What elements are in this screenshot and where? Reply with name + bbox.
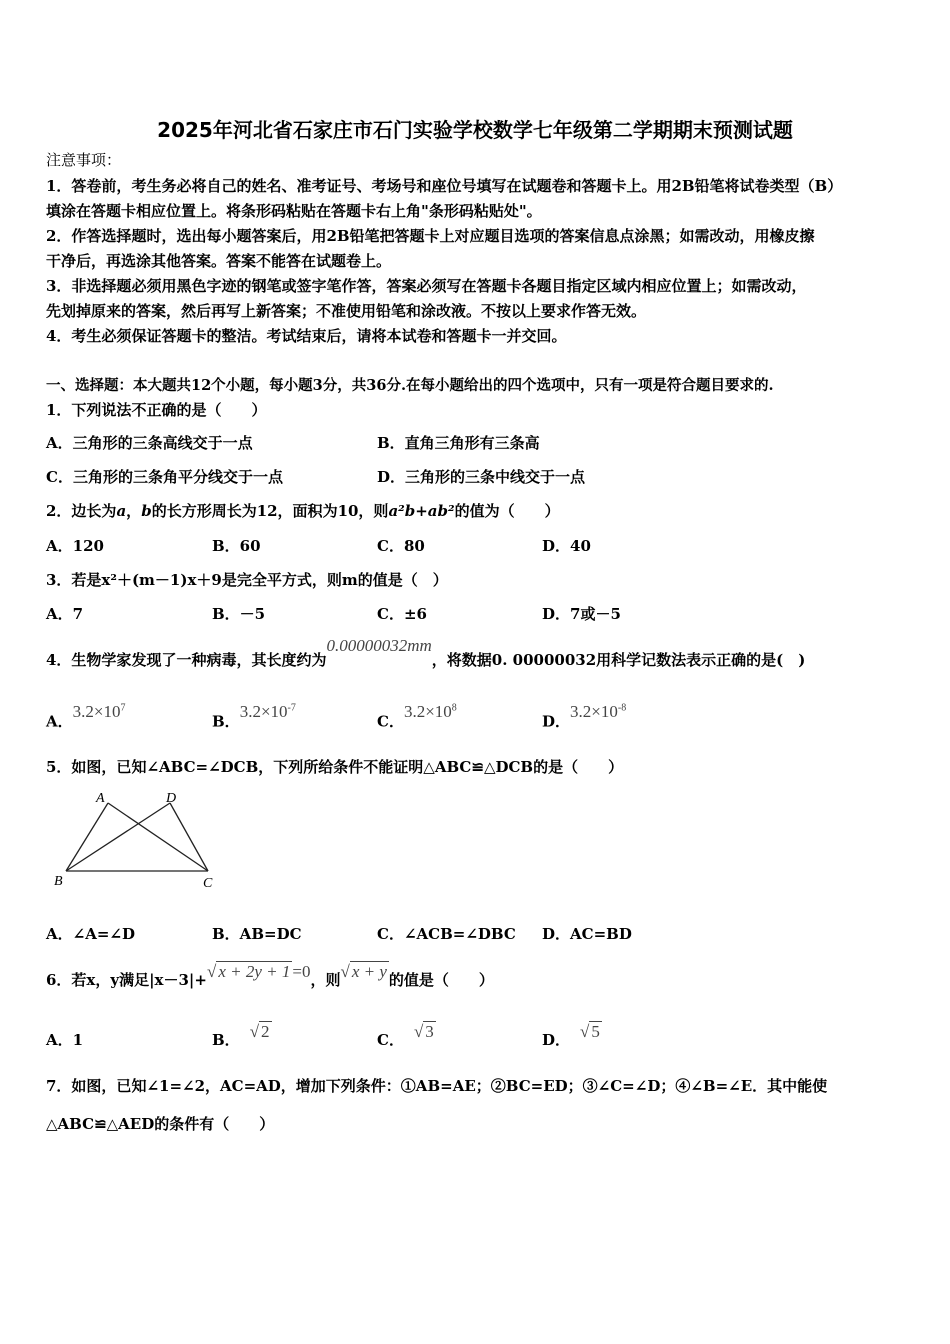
q4-stem xyxy=(46,636,806,670)
q5-triangle-figure xyxy=(50,785,230,895)
q6-option-a xyxy=(46,1030,83,1050)
point-b-label: B xyxy=(54,874,63,889)
option-exponent: 7 xyxy=(120,702,126,713)
option-label: C． xyxy=(377,1031,404,1049)
option-label: B． xyxy=(212,1031,240,1049)
q7-stem-line1: 7．如图，已知∠1=∠2，AC=AD，增加下列条件：①AB=AE；②BC=ED；③∠C=∠D；④∠B=∠E．其中能使 xyxy=(46,1077,828,1095)
q4-option-a xyxy=(46,701,126,732)
q2-expression: a²b+ab² xyxy=(388,502,455,520)
option-label: C． xyxy=(377,712,404,731)
q5-option-a: A．∠A=∠D xyxy=(46,925,135,943)
q1-option-a: A．三角形的三条高线交于一点 xyxy=(46,434,253,452)
q4-option-b xyxy=(212,701,296,732)
q2-option-d: D．40 xyxy=(542,537,591,555)
notice-line: 4．考生必须保证答题卡的整洁。考试结束后，请将本试卷和答题卡一并交回。 xyxy=(46,327,567,345)
q2-text: 2．边长为 xyxy=(46,502,117,520)
notice-line: 干净后，再选涂其他答案。答案不能答在试题卷上。 xyxy=(46,252,392,270)
option-exponent: 8 xyxy=(451,702,457,713)
q1-option-b: B．直角三角形有三条高 xyxy=(377,434,540,452)
var-a: a xyxy=(116,502,127,520)
option-exponent: -7 xyxy=(287,702,296,713)
notice-line: 3．非选择题必须用黑色字迹的钢笔或签字笔作答，答案必须写在答题卡各题目指定区域内相应位置上；如需改动， xyxy=(46,277,807,295)
q2-stem xyxy=(46,501,560,521)
q6-radicand: x + 2y + 1 xyxy=(218,962,291,981)
notice-heading: 注意事项： xyxy=(46,151,122,169)
notice-line: 1．答卷前，考生务必将自己的姓名、准考证号、考场号和座位号填写在试题卷和答题卡上。用2B铅笔将试卷类型（B） xyxy=(46,177,843,195)
q6-text: ，则 xyxy=(310,971,341,989)
q2-sep: ， xyxy=(126,502,142,520)
q2-option-c: C．80 xyxy=(377,537,425,555)
option-value: 5 xyxy=(591,1022,600,1041)
var-b: b xyxy=(141,502,152,520)
option-label: D． xyxy=(542,1031,571,1049)
q4-value: 0.00000032mm xyxy=(326,636,432,655)
q3-option-a: A．7 xyxy=(46,605,84,623)
option-base: 3.2×10 xyxy=(72,701,121,721)
q6-stem: 6．若x，y满足|x－3|+√ x + 2y + 1 =0，则√ x + y 的值是（ ） xyxy=(46,962,494,989)
q5-option-d: D．AC=BD xyxy=(542,925,632,943)
q5-stem: 5．如图，已知∠ABC=∠DCB，下列所给条件不能证明△ABC≌△DCB的是（ ） xyxy=(46,758,624,776)
option-value: 3 xyxy=(425,1022,434,1041)
q4-option-d xyxy=(542,701,627,732)
q1-option-c: C．三角形的三条角平分线交于一点 xyxy=(46,468,283,486)
point-a-label: A xyxy=(96,791,105,806)
option-label: A． xyxy=(46,1031,73,1049)
q1-stem: 1．下列说法不正确的是（ ） xyxy=(46,401,267,419)
notice-line: 填涂在答题卡相应位置上。将条形码粘贴在答题卡右上角"条形码粘贴处"。 xyxy=(46,202,542,220)
q3-stem: 3．若是x²＋(m－1)x＋9是完全平方式，则m的值是（ ） xyxy=(46,571,448,589)
q6-option-c: C． √ 3 xyxy=(377,1022,434,1049)
notice-line: 先划掉原来的答案，然后再写上新答案；不准使用铅笔和涂改液。不按以上要求作答无效。 xyxy=(46,302,647,320)
q2-option-b: B．60 xyxy=(212,537,261,555)
q6-option-d: D． √ 5 xyxy=(542,1022,600,1049)
point-d-label: D xyxy=(166,791,177,806)
q2-option-a: A．120 xyxy=(46,537,104,555)
q6-option-b: B． √ 2 xyxy=(212,1022,270,1049)
q6-equals: =0 xyxy=(292,962,311,981)
q6-text: 的值是（ ） xyxy=(388,971,494,989)
q5-option-c: C．∠ACB=∠DBC xyxy=(377,925,516,943)
q3-option-d: D．7或－5 xyxy=(542,605,621,623)
q4-text: ，将数据0. 00000032用科学记数法表示正确的是( ) xyxy=(431,651,806,669)
option-base: 3.2×10 xyxy=(239,701,288,721)
option-label: B． xyxy=(212,712,240,731)
q3-option-b: B．－5 xyxy=(212,605,266,623)
q3-option-c: C．±6 xyxy=(377,605,427,623)
point-c-label: C xyxy=(203,876,213,891)
q6-radicand: x + y xyxy=(351,962,387,981)
q4-text: 4．生物学家发现了一种病毒，其长度约为 xyxy=(46,651,327,669)
page-title: 2025年河北省石家庄市石门实验学校数学七年级第二学期期末预测试题 xyxy=(157,118,793,142)
option-exponent: -8 xyxy=(617,702,627,713)
q6-text: 6．若x，y满足|x－3|+ xyxy=(46,971,207,989)
q5-option-b: B．AB=DC xyxy=(212,925,302,943)
option-base: 3.2×10 xyxy=(403,701,452,721)
option-label: A． xyxy=(46,712,73,731)
q7-stem-line2: △ABC≌△AED的条件有（ ） xyxy=(46,1115,275,1133)
notice-line: 2．作答选择题时，选出每小题答案后，用2B铅笔把答题卡上对应题目选项的答案信息点涂黑；如需改动，用橡皮擦 xyxy=(46,227,815,245)
q2-text: 的值为（ ） xyxy=(454,502,560,520)
q4-option-c xyxy=(377,701,457,732)
q1-option-d: D．三角形的三条中线交于一点 xyxy=(377,468,586,486)
option-value: 1 xyxy=(72,1031,84,1049)
q2-text: 的长方形周长为12，面积为10，则 xyxy=(151,502,389,520)
section-heading: 一、选择题：本大题共12个小题，每小题3分，共36分.在每小题给出的四个选项中，只有一项是符合题目要求的. xyxy=(46,377,774,394)
option-base: 3.2×10 xyxy=(570,701,618,721)
option-label: D． xyxy=(542,712,571,731)
option-value: 2 xyxy=(261,1022,270,1041)
